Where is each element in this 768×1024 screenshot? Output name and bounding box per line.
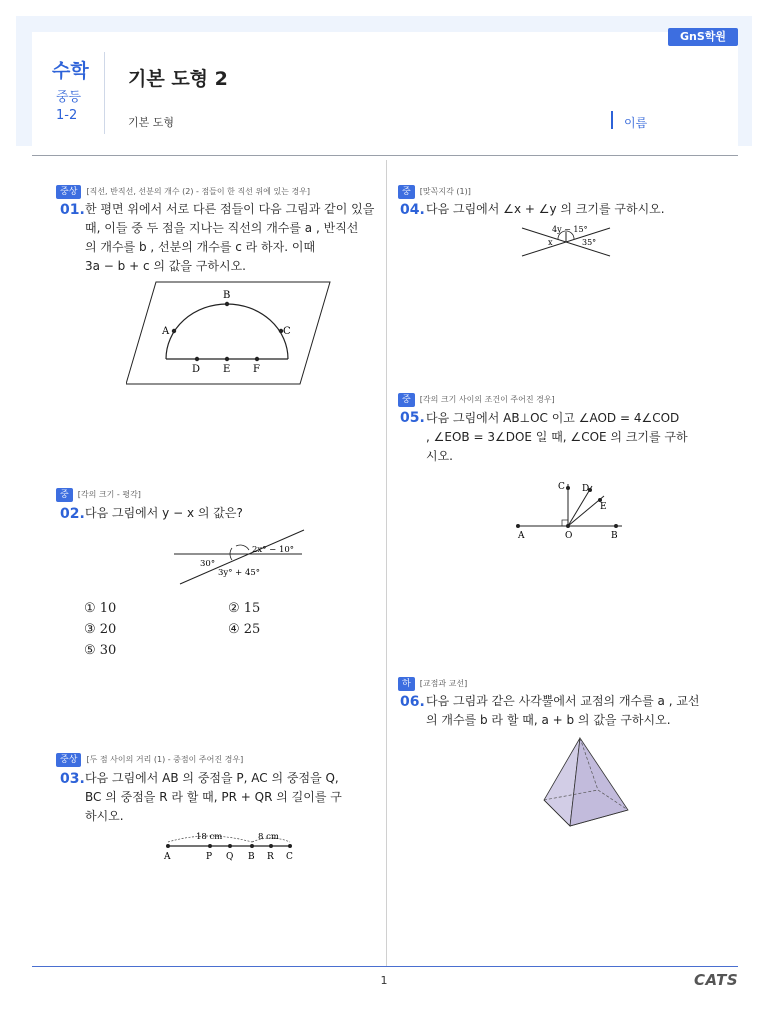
subject-label: 수학 bbox=[52, 60, 89, 82]
point-e bbox=[225, 357, 229, 361]
footer-rule bbox=[32, 966, 738, 967]
q06-header bbox=[398, 671, 467, 691]
q02-text: 다음 그림에서 y − x 의 값은? bbox=[85, 506, 243, 520]
q06-difficulty-badge: 하 bbox=[398, 677, 415, 691]
q03-difficulty-badge: 중상 bbox=[56, 753, 81, 767]
q02-option-4[interactable]: ④ 25 bbox=[228, 622, 261, 637]
q02-topic-tag: [각의 크기 - 평각] bbox=[77, 490, 141, 499]
semicircle bbox=[166, 304, 288, 359]
q04-figure bbox=[518, 222, 614, 260]
pt-a: A bbox=[164, 852, 171, 862]
q05-difficulty-badge: 중 bbox=[398, 393, 415, 407]
angle-label-3: 3y° + 45° bbox=[218, 568, 261, 578]
dist-label-1: 18 cm bbox=[196, 832, 223, 842]
q01-number: 01. bbox=[60, 202, 85, 218]
q01-difficulty-badge: 중상 bbox=[56, 185, 81, 199]
page-subtitle: 기본 도형 bbox=[128, 116, 175, 129]
point-b bbox=[225, 302, 229, 306]
page-title: 기본 도형 2 bbox=[128, 68, 228, 90]
q02-option-2[interactable]: ② 15 bbox=[228, 601, 261, 616]
label-e: E bbox=[223, 364, 231, 375]
name-marker bbox=[611, 111, 613, 129]
q06-text: 다음 그림과 같은 사각뿔에서 교점의 개수를 a , 교선 의 개수를 b 라 할 때, a + b 의 값을 구하시오. bbox=[426, 694, 700, 727]
grade-label: 중등 bbox=[56, 90, 82, 105]
name-field-label: 이름 bbox=[624, 116, 648, 130]
q02-difficulty-badge: 중 bbox=[56, 488, 73, 502]
column-divider bbox=[386, 160, 387, 966]
label-b: B bbox=[223, 290, 231, 301]
pt-o: O bbox=[565, 531, 573, 541]
q05-topic-tag: [각의 크기 사이의 조건이 주어진 경우] bbox=[419, 395, 555, 404]
angle-label-3: 35° bbox=[582, 238, 597, 247]
q02-figure bbox=[170, 526, 308, 588]
point-f bbox=[255, 357, 259, 361]
header-rule bbox=[32, 155, 738, 156]
q05-figure bbox=[512, 476, 626, 542]
q01-figure bbox=[126, 278, 332, 390]
footer-logo: CATS bbox=[694, 971, 739, 989]
q01-topic-tag: [직선, 반직선, 선분의 개수 (2) - 점들이 한 직선 위에 있는 경우] bbox=[86, 187, 311, 196]
angle-label-2: 30° bbox=[200, 559, 216, 569]
q02-number: 02. bbox=[60, 506, 85, 522]
semester-label: 1-2 bbox=[56, 108, 78, 123]
q02-option-3[interactable]: ③ 20 bbox=[84, 622, 117, 637]
label-f: F bbox=[253, 364, 260, 375]
angle-label-2: x bbox=[548, 238, 553, 247]
pt-a: A bbox=[518, 531, 525, 541]
q06-pyramid-figure bbox=[536, 734, 644, 830]
dist-label-2: 8 cm bbox=[258, 832, 279, 842]
q03-number: 03. bbox=[60, 771, 85, 787]
pt-d: D bbox=[582, 484, 590, 494]
pt-b: B bbox=[611, 531, 618, 541]
pt-r: R bbox=[267, 852, 274, 862]
header-divider bbox=[104, 52, 105, 134]
q05-text: 다음 그림에서 AB⊥OC 이고 ∠AOD = 4∠COD , ∠EOB = 3∠DOE 일 때, ∠COE 의 크기를 구하 시오. bbox=[426, 411, 688, 463]
q05-number: 05. bbox=[400, 410, 425, 426]
pt-q: Q bbox=[226, 852, 234, 862]
q03-header bbox=[56, 747, 243, 767]
q02-option-1[interactable]: ① 10 bbox=[84, 601, 117, 616]
pt-b: B bbox=[248, 852, 255, 862]
q02-option-5[interactable]: ⑤ 30 bbox=[84, 643, 117, 658]
point-d bbox=[195, 357, 199, 361]
q01-text: 한 평면 위에서 서로 다른 점들이 다음 그림과 같이 있을 때, 이들 중 두 점을 지나는 직선의 개수를 a , 반직선 의 개수를 b , 선분의 개수를 c 라 하자. 이때 3a − b + c 의 값을 구하시오. bbox=[85, 202, 375, 273]
q06-number: 06. bbox=[400, 694, 425, 710]
q04-difficulty-badge: 중 bbox=[398, 185, 415, 199]
q04-text: 다음 그림에서 ∠x + ∠y 의 크기를 구하시오. bbox=[426, 202, 665, 216]
q02-header bbox=[56, 482, 141, 502]
q04-header bbox=[398, 179, 471, 199]
q06-topic-tag: [교점과 교선] bbox=[419, 679, 468, 688]
pt-e: E bbox=[600, 502, 607, 512]
point-a bbox=[172, 329, 176, 333]
angle-label-1: 2x° − 10° bbox=[252, 545, 295, 555]
q04-topic-tag: [맞꼭지각 (1)] bbox=[419, 187, 471, 196]
label-a: A bbox=[162, 326, 170, 337]
brand-badge: GnS학원 bbox=[668, 28, 738, 46]
pt-c: C bbox=[286, 852, 293, 862]
q04-number: 04. bbox=[400, 202, 425, 218]
page-number: 1 bbox=[380, 974, 388, 987]
angle-label-1: 4y − 15° bbox=[552, 225, 588, 234]
label-c: C bbox=[283, 326, 291, 337]
q03-figure bbox=[160, 828, 300, 862]
label-d: D bbox=[192, 364, 201, 375]
pt-p: P bbox=[206, 852, 213, 862]
q03-topic-tag: [두 점 사이의 거리 (1) - 중점이 주어진 경우] bbox=[86, 755, 244, 764]
q03-text: 다음 그림에서 AB 의 중점을 P, AC 의 중점을 Q, BC 의 중점을 R 라 할 때, PR + QR 의 길이를 구 하시오. bbox=[85, 771, 342, 823]
q01-header bbox=[56, 179, 310, 199]
pt-c: C bbox=[558, 482, 565, 492]
q05-header bbox=[398, 387, 555, 407]
